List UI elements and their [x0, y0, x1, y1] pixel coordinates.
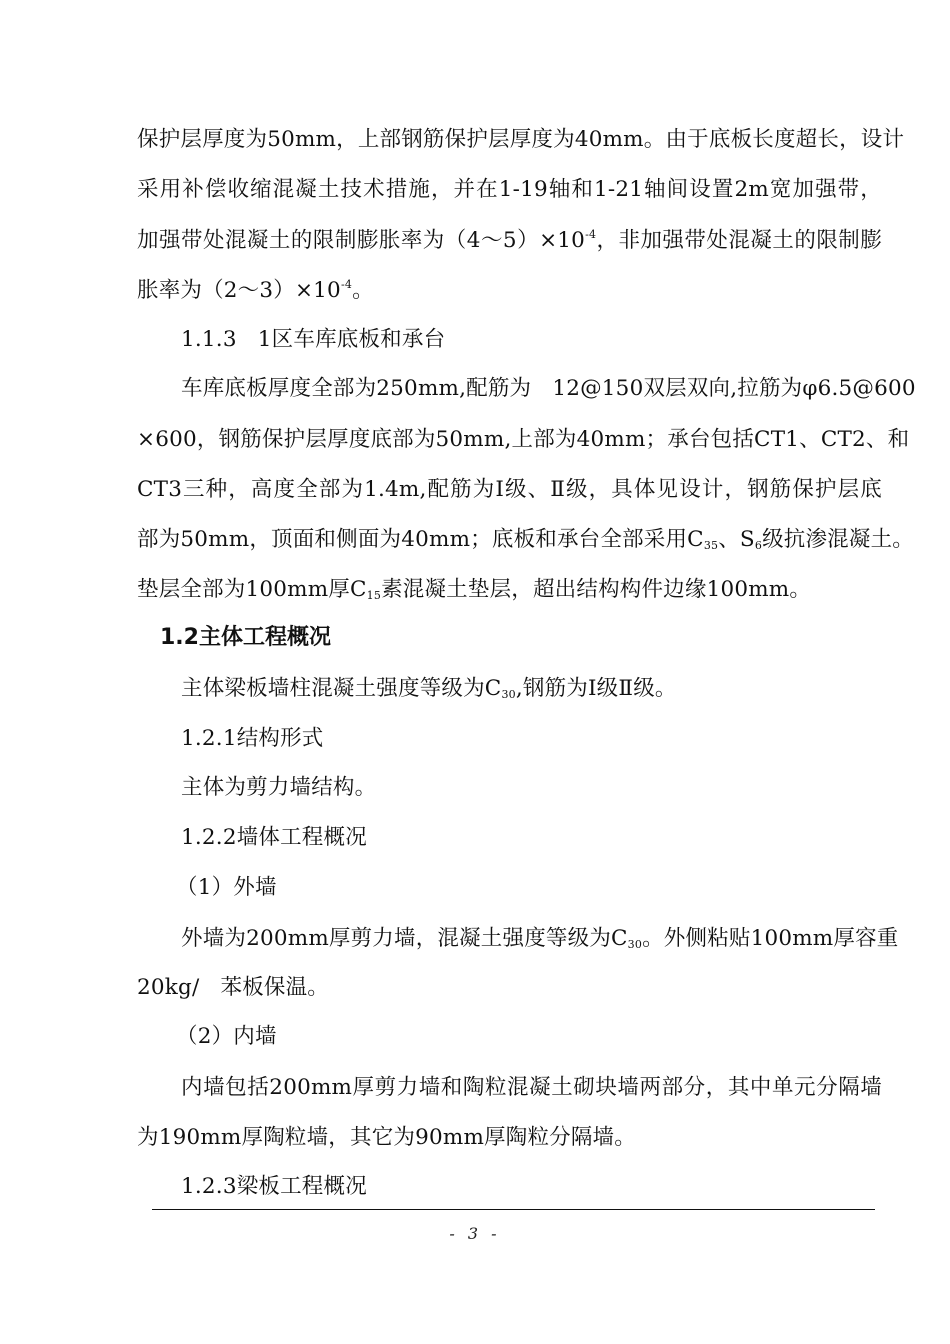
paragraph-line: [181, 924, 899, 954]
subsection-title: [181, 325, 882, 355]
paragraph-line: [137, 175, 882, 205]
text: 采用补偿收缩混凝土技术措施，并在1-19轴和1-21轴间设置2m宽加强带，: [137, 177, 882, 202]
text: 垫层全部为100mm厚C: [137, 577, 367, 602]
text: 级抗渗混凝土。: [762, 527, 914, 552]
subscript: 35: [703, 539, 719, 552]
text: CT3三种，高度全部为1.4m,配筋为Ⅰ级、Ⅱ级，具体见设计，钢筋保护层底: [137, 477, 882, 502]
text: 1.1.3 1区车库底板和承台: [181, 327, 446, 352]
text: 部为50mm，顶面和侧面为40mm；底板和承台全部采用C: [137, 527, 704, 552]
paragraph-line: [137, 276, 882, 306]
text: 主体为剪力墙结构。: [181, 775, 377, 800]
text: ×600，钢筋保护层厚度底部为50mm,上部为40mm；承台包括CT1、CT2、和: [137, 427, 910, 452]
paragraph-line: [137, 226, 882, 256]
subsection-title: [181, 1172, 882, 1202]
text: ，非加强带处混凝土的限制膨: [596, 228, 882, 253]
subscript: 30: [627, 938, 643, 951]
paragraph-line: [137, 1123, 882, 1153]
text: 胀率为（2～3）×10: [137, 278, 341, 303]
paragraph-line: [137, 125, 905, 155]
section-heading: 1.2主体工程概况: [160, 625, 331, 650]
text: 加强带处混凝土的限制膨胀率为（4～5）×10: [137, 228, 586, 253]
subscript: 6: [754, 539, 763, 552]
item-title: [176, 873, 877, 903]
paragraph-line: [137, 973, 882, 1003]
paragraph-line: [137, 425, 910, 455]
text: 保护层厚度为50mm，上部钢筋保护层厚度为40mm。由于底板长度超长，设计: [137, 127, 905, 152]
subscript: 30: [501, 688, 516, 701]
text: 为190mm厚陶粒墙，其它为90mm厚陶粒分隔墙。: [137, 1125, 636, 1150]
text: 。外侧粘贴100mm厚容重: [642, 926, 899, 951]
text: 内墙包括200mm厚剪力墙和陶粒混凝土砌块墙两部分，其中单元分隔墙: [181, 1075, 882, 1100]
text: 1.2.2墙体工程概况: [181, 825, 367, 850]
text: 1.2.1结构形式: [181, 726, 324, 751]
subsection-title: [181, 724, 882, 754]
text: 素混凝土垫层，超出结构构件边缘100mm。: [381, 577, 812, 602]
text: （1）外墙: [176, 875, 277, 900]
subscript: 15: [366, 589, 382, 602]
paragraph-line: [181, 1073, 882, 1103]
text: 1.2.3梁板工程概况: [181, 1174, 367, 1199]
footer-divider: [152, 1209, 875, 1210]
paragraph-line: [137, 575, 882, 605]
paragraph-line: [137, 525, 914, 555]
subsection-title: [181, 823, 882, 853]
text: 20kg/ 苯板保温。: [137, 975, 329, 1000]
text: 。: [352, 278, 374, 303]
superscript: -4: [340, 278, 353, 291]
text: 、S: [718, 527, 755, 552]
paragraph-line: [181, 374, 916, 404]
paragraph-line: [137, 475, 882, 505]
superscript: -4: [585, 228, 597, 241]
item-title: [176, 1022, 877, 1052]
paragraph-line: [181, 674, 882, 704]
paragraph-line: [181, 773, 882, 803]
text: （2）内墙: [176, 1024, 277, 1049]
text: 外墙为200mm厚剪力墙，混凝土强度等级为C: [181, 926, 628, 951]
text: 主体梁板墙柱混凝土强度等级为C: [181, 676, 502, 701]
text: 车库底板厚度全部为250mm,配筋为 12@150双层双向,拉筋为φ6.5@600: [181, 376, 916, 401]
page-number: - 3 -: [449, 1224, 501, 1243]
text: ,钢筋为Ⅰ级Ⅱ级。: [515, 676, 677, 701]
